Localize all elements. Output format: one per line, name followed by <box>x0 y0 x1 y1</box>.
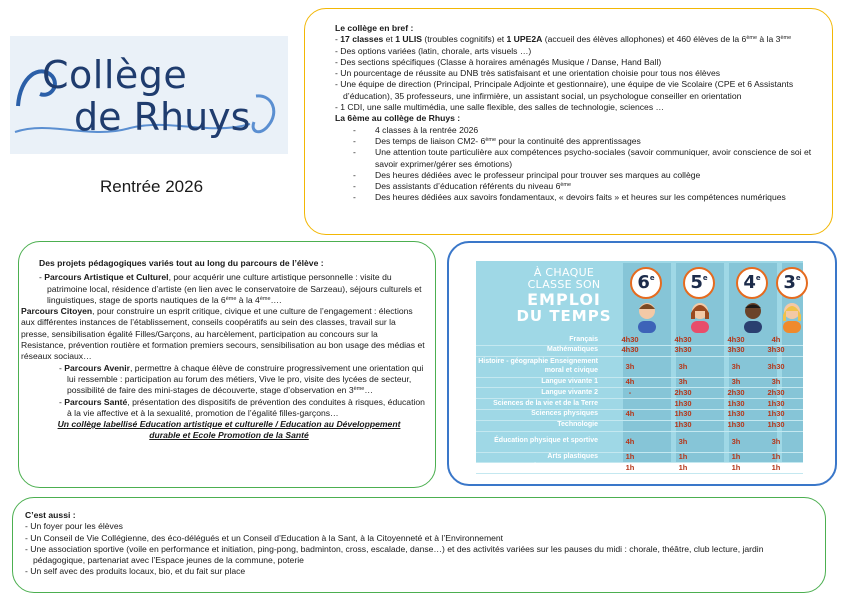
level-badge: 6e <box>630 267 662 299</box>
logo-line-2: de Rhuys <box>74 95 251 139</box>
sixieme-title: La 6ème au collège de Rhuys : <box>335 113 461 124</box>
student-4-icon <box>739 299 767 333</box>
table-row: Sciences de la vie et de la Terre 1h30 1h30 1h30 <box>476 399 803 410</box>
table-row: Éducation physique et sportive 4h 3h 3h 3h <box>476 432 803 453</box>
table-row: Français 4h30 4h30 4h30 4h <box>476 335 803 346</box>
edt-title <box>504 267 624 325</box>
student-5-icon <box>686 299 714 333</box>
student-6-icon <box>633 299 661 333</box>
parcours-citoyen: Parcours Citoyen, pour construire un esprit critique, civique et une culture de l’engagement : élections aux différentes instances de l’établissement, conseils coopératifs au sein des classes, travail sur la presse, sensibilisation égalité Filles/Garçons, au harcèlement, participation au concours sur la Resistance, prévention routière et formation premiers secours, sensibilisation au bon usage des médias et réseaux sociaux… <box>21 306 425 362</box>
projets-box <box>18 241 436 488</box>
rentree-label: Rentrée 2026 <box>100 177 204 196</box>
college-logo <box>10 36 288 154</box>
brief-item: - Des options variées (latin, chorale, arts visuels …) <box>335 45 532 56</box>
logo-line-1: Collège <box>42 53 188 97</box>
brief-title: Le collège en bref : <box>335 23 414 33</box>
cest-aussi-title: C’est aussi : <box>25 510 76 520</box>
cest-aussi-item: - Un Conseil de Vie Collégienne, des éco-délégués et un Conseil d’Education à la Sant, à la Citoyenneté et à l’Environnement <box>25 532 504 543</box>
brief-item: - Des sections spécifiques (Classe à horaires aménagés Musique / Danse, Hand Ball) <box>335 56 662 67</box>
sixieme-item: - Des temps de liaison CM2- 6ème pour la continuité des apprentissages <box>335 136 822 147</box>
parcours-artistique: - Parcours Artistique et Culturel, pour acquérir une culture artistique personnelle : visite du patrimoine local, résidence d’artiste (en lien avec le conservatoire de Sarzeau), séjours culturels et linguistiques, stage de sports nautiques de la 6ème à la 4ème…. <box>39 272 422 305</box>
sixieme-item: - 4 classes à la rentrée 2026 <box>335 125 822 136</box>
sixieme-item: - Des assistants d’éducation référents du niveau 6ème <box>335 181 822 192</box>
level-badge: 3e <box>776 267 808 299</box>
brief-item: - Une équipe de direction (Principal, Principale Adjointe et gestionnaire), une équipe de vie Scolaire (CPE et 6 Assistants d’éducation), 35 professeurs, une infirmière, un assistant social, un psychologue conseiller en orientation <box>335 79 794 101</box>
brief-item: - 1 CDI, une salle multimédia, une salle flexible, des salles de technologie, sciences … <box>335 102 665 113</box>
edt-title-line-3: EMPLOI <box>527 290 601 309</box>
cest-aussi-item: - Un foyer pour les élèves <box>25 521 123 532</box>
table-row: Mathématiques 4h30 3h30 3h30 3h30 <box>476 346 803 357</box>
cest-aussi-item: - Une association sportive (voile en performance et initiation, ping-pong, badminton, cross, escalade, danse…) et des activités variées sur les pauses du midi : chorale, théâtre, club lecture, jardin pédagogique, partenariat avec l’Espace jeunes de la commune, poterie <box>25 543 764 566</box>
level-badge: 4e <box>736 267 768 299</box>
edt-table <box>476 335 803 474</box>
emploi-du-temps-panel <box>476 261 803 472</box>
parcours-sante: - Parcours Santé, présentation des dispositifs de prévention des conduites à risques, éducation à la vie affective et à la sexualité, promotion de l’égalité filles-garçons… <box>59 396 425 418</box>
table-row: Sciences physiques 4h 1h30 1h30 1h30 <box>476 410 803 421</box>
table-row: Technologie 1h30 1h30 1h30 <box>476 421 803 432</box>
cest-aussi-item: - Un self avec des produits locaux, bio, et du fait sur place <box>25 566 246 577</box>
table-row: Arts plastiques 1h 1h 1h 1h <box>476 453 803 464</box>
table-row: Éducation musicale 1h 1h 1h 1h <box>476 463 803 474</box>
parcours-avenir: - Parcours Avenir, permettre à chaque élève de construire progressivement une orientation qui lui ressemble : participation au forum des métiers, Vive le pro, visite des lycées de secteur, possibilité de faire des mini-stages de découverte, stage d’observation en 3ème… <box>59 362 424 396</box>
projets-title: Des projets pédagogiques variés tout au long du parcours de l’élève : <box>39 258 324 268</box>
table-row: Langue vivante 1 4h 3h 3h 3h <box>476 378 803 389</box>
edt-title-line-1: À CHAQUE <box>533 266 595 279</box>
level-badge: 5e <box>683 267 715 299</box>
college-brief-box <box>304 8 833 235</box>
label-line: Un collège labellisé Education artistique et culturelle / Education au Développement durable et Ecole Promotion de la Santé <box>57 419 401 441</box>
edt-title-line-2: CLASSE SON <box>527 278 601 291</box>
table-row: Histoire - géographie Enseignement moral et civique 3h 3h 3h 3h30 <box>476 357 803 378</box>
sixieme-item: - Des heures dédiées aux savoirs fondamentaux, « devoirs faits » et heures sur les compétences numériques <box>335 192 822 203</box>
sixieme-item: - Une attention toute particulière aux compétences psycho-sociales (savoir communiquer, avoir conscience de soi et savoir exprimer/gérer ses émotions) <box>335 147 822 170</box>
sixieme-item: - Des heures dédiées avec le professeur principal pour trouver ses marques au collège <box>335 170 822 181</box>
brief-item: - 17 classes et 1 ULIS (troubles cognitifs) et 1 UPE2A (accueil des élèves allophones) et 460 élèves de la 6ème à la 3ème <box>335 34 792 45</box>
table-row: Langue vivante 2 - 2h30 2h30 2h30 <box>476 388 803 399</box>
student-3-icon <box>778 299 806 333</box>
edt-title-line-4: DU TEMPS <box>516 307 612 325</box>
brief-item: - Un pourcentage de réussite au DNB très satisfaisant et une orientation choisie pour tous nos élèves <box>335 68 721 79</box>
sixieme-list <box>335 125 822 204</box>
cest-aussi-box <box>12 497 826 593</box>
